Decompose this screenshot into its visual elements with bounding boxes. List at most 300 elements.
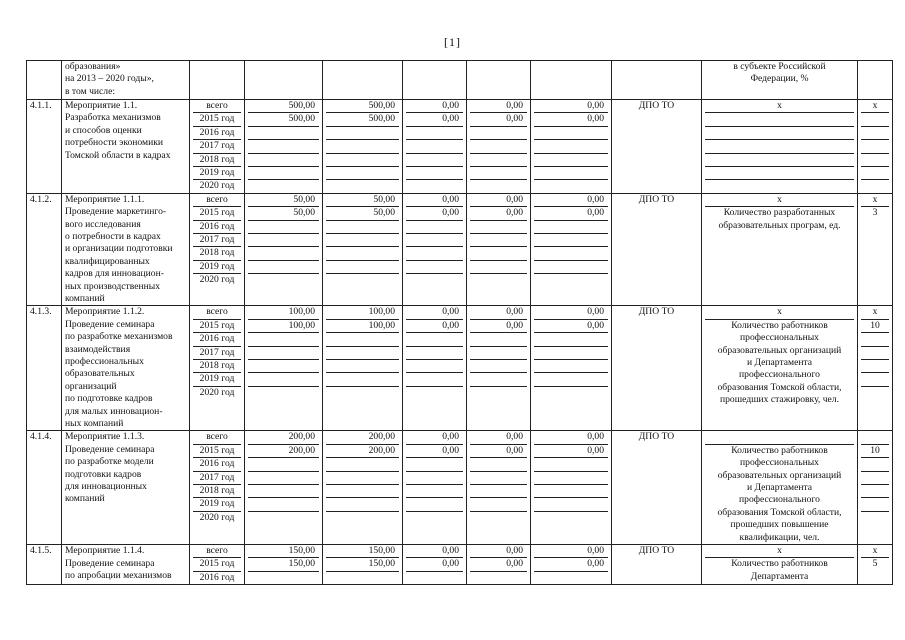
year-label: 2020 год — [193, 386, 241, 399]
indicator-value-column — [858, 193, 893, 306]
indicator-description-line: профессионального — [739, 494, 820, 506]
name-line: на 2013 – 2020 годы», — [65, 73, 154, 85]
local-amount — [470, 457, 527, 470]
federal-amount — [326, 126, 399, 139]
local-amount — [470, 166, 527, 179]
year-label: всего — [206, 306, 228, 318]
total-amount — [248, 246, 319, 259]
federal-amount — [326, 220, 399, 233]
activity-row — [27, 306, 893, 431]
federal-amount — [326, 372, 399, 385]
activity-name-line: компаний — [65, 493, 105, 505]
regional-amount — [406, 233, 463, 246]
activity-row — [27, 193, 893, 306]
indicator-description — [705, 557, 854, 583]
federal-amount — [326, 457, 399, 470]
other-amount — [534, 471, 608, 484]
name-line: в том числе: — [65, 85, 116, 97]
federal-amount: 50,00 — [326, 206, 399, 219]
total-amount — [248, 571, 319, 584]
year-label: 2015 год — [193, 557, 241, 570]
total-cell — [245, 61, 323, 100]
total-amount: 100,00 — [248, 319, 319, 332]
regional-amount: 0,00 — [406, 112, 463, 125]
indicator-value — [861, 126, 889, 139]
activity-name-line: Томской области в кадрах — [65, 149, 171, 161]
other-amount — [534, 332, 608, 345]
year-label: 2019 год — [193, 166, 241, 179]
regional-amount: 0,00 — [442, 193, 459, 205]
indicator-text — [705, 126, 854, 139]
regional-amount — [406, 511, 463, 524]
year-label: 2020 год — [193, 273, 241, 286]
activity-number: 4.1.4. — [27, 431, 62, 545]
local-amount-column — [467, 306, 531, 431]
local-amount — [470, 386, 527, 399]
other-amount — [534, 179, 608, 192]
federal-amount — [326, 260, 399, 273]
indicator-column — [702, 545, 858, 585]
regional-amount — [406, 497, 463, 510]
indicator-value-blank — [861, 484, 889, 497]
regional-amount: 0,00 — [406, 557, 463, 570]
indicator-head-text: х — [777, 545, 782, 557]
indicator-text — [705, 166, 854, 179]
local-amount: 0,00 — [470, 444, 527, 457]
total-amount: 150,00 — [288, 545, 315, 557]
regional-amount — [406, 457, 463, 470]
indicator-description-line: Количество работников — [731, 558, 828, 570]
indicator-head-text: х — [777, 306, 782, 318]
year-column — [190, 431, 245, 545]
total-amount — [248, 497, 319, 510]
indicator-head-value — [861, 431, 889, 443]
indicator-text — [705, 139, 854, 152]
regional-amount: 0,00 — [406, 444, 463, 457]
other-amount — [534, 571, 608, 584]
local-amount: 0,00 — [470, 206, 527, 219]
indicator-line: Федерации, % — [750, 73, 809, 85]
indicator-block-value: 10 — [861, 319, 889, 332]
header-continuation-row — [27, 61, 893, 100]
local-amount — [470, 246, 527, 259]
indicator-description-line: образовательных организаций — [717, 344, 842, 356]
indicator-head-value: х — [872, 193, 878, 205]
indicator-description-line: и Департамента — [746, 357, 813, 368]
federal-amount: 200,00 — [326, 444, 399, 457]
regional-amount — [406, 166, 463, 179]
federal-amount-column — [323, 306, 403, 431]
year-label: 2018 год — [193, 484, 241, 497]
indicator-value-blank — [861, 372, 889, 385]
total-amount — [248, 220, 319, 233]
year-column — [190, 100, 245, 194]
indicator-block-value: 10 — [861, 444, 889, 457]
other-amount: 0,00 — [534, 319, 608, 332]
activity-name-line: Мероприятие 1.1.4. — [65, 545, 145, 557]
other-amount — [534, 273, 608, 286]
other-amount — [534, 359, 608, 372]
indicator-description-line: и Департамента — [746, 482, 813, 494]
regional-amount — [406, 471, 463, 484]
program-name-cell — [62, 61, 190, 100]
regional-amount — [406, 484, 463, 497]
federal-amount: 200,00 — [368, 431, 395, 443]
year-label: 2015 год — [193, 319, 241, 332]
indicator-description-line: прошедших стажировку, чел. — [720, 394, 839, 406]
federal-amount — [326, 346, 399, 359]
other-amount: 0,00 — [587, 100, 604, 111]
page-number: [1] — [444, 35, 461, 49]
executor-cell: ДПО ТО — [612, 100, 702, 194]
activity-number: 4.1.3. — [27, 306, 62, 431]
total-amount — [248, 471, 319, 484]
indicator-head-text — [705, 431, 854, 443]
total-amount: 100,00 — [288, 306, 315, 318]
regional-amount — [406, 273, 463, 286]
total-amount: 200,00 — [248, 444, 319, 457]
year-cell — [190, 61, 245, 100]
federal-amount — [326, 484, 399, 497]
local-amount — [470, 233, 527, 246]
other-amount: 0,00 — [587, 545, 604, 557]
executor-cell — [612, 61, 702, 100]
activity-name-cell — [62, 100, 190, 194]
activity-row — [27, 545, 893, 585]
regional-amount: 0,00 — [442, 431, 459, 443]
year-label: 2018 год — [193, 246, 241, 259]
federal-amount — [326, 166, 399, 179]
indicator-text — [705, 112, 854, 125]
local-amount — [470, 179, 527, 192]
federal-amount — [326, 179, 399, 192]
total-amount-column — [245, 193, 323, 306]
other-amount — [534, 386, 608, 399]
activity-name-line: для инновационных — [65, 481, 147, 493]
local-amount — [470, 126, 527, 139]
activity-row — [27, 431, 893, 545]
indicator-value-column — [858, 545, 893, 585]
year-label: 2017 год — [193, 346, 241, 359]
other-amount — [534, 484, 608, 497]
local-amount: 0,00 — [470, 112, 527, 125]
local-amount — [470, 139, 527, 152]
regional-amount — [406, 386, 463, 399]
other-amount — [534, 166, 608, 179]
activity-name-line: по подготовке кадров — [65, 393, 153, 405]
year-label: 2017 год — [193, 471, 241, 484]
indicator-column — [702, 306, 858, 431]
total-amount — [248, 332, 319, 345]
indicator-description — [705, 319, 854, 407]
other-amount — [534, 153, 608, 166]
other-amount: 0,00 — [534, 206, 608, 219]
year-label: 2016 год — [193, 457, 241, 470]
other-amount-column — [531, 306, 612, 431]
regional-amount — [406, 139, 463, 152]
indicator-description-line: квалификации, чел. — [739, 531, 820, 543]
indicator-description-line: Количество работников — [731, 444, 828, 456]
year-label: 2017 год — [193, 233, 241, 246]
total-amount — [248, 179, 319, 192]
activity-name-line: организаций — [65, 380, 117, 392]
total-amount-column — [245, 306, 323, 431]
activity-row — [27, 100, 893, 194]
indicator-cell — [702, 61, 858, 100]
federal-amount — [326, 139, 399, 152]
indicator-value-column — [858, 100, 893, 194]
year-label: 2020 год — [193, 179, 241, 192]
activity-name-line: по апробации механизмов — [65, 569, 172, 581]
other-amount-column — [531, 545, 612, 585]
year-label: 2016 год — [193, 220, 241, 233]
indicator-description-line: профессиональных — [740, 457, 819, 469]
year-label: 2016 год — [193, 332, 241, 345]
local-amount — [470, 260, 527, 273]
regional-amount: 0,00 — [442, 306, 459, 318]
indicator-text: х — [777, 100, 782, 111]
federal-amount — [326, 332, 399, 345]
other-amount — [534, 246, 608, 259]
total-amount — [248, 386, 319, 399]
local-amount-column — [467, 100, 531, 194]
total-amount — [248, 233, 319, 246]
regional-amount — [406, 126, 463, 139]
local-amount-column — [467, 545, 531, 585]
year-label: 2015 год — [193, 444, 241, 457]
local-amount: 0,00 — [506, 431, 523, 443]
federal-amount — [326, 233, 399, 246]
other-amount — [534, 346, 608, 359]
year-label: всего — [206, 431, 228, 443]
federal-amount: 500,00 — [368, 100, 395, 111]
indicator-head-text: х — [777, 193, 782, 205]
regional-amount — [406, 332, 463, 345]
year-label: 2019 год — [193, 260, 241, 273]
federal-amount — [326, 246, 399, 259]
local-amount: 0,00 — [506, 306, 523, 318]
indicator-value-blank — [861, 511, 889, 524]
local-amount — [470, 359, 527, 372]
total-amount: 200,00 — [288, 431, 315, 443]
total-amount — [248, 346, 319, 359]
regional-amount — [406, 220, 463, 233]
year-label: всего — [206, 193, 228, 205]
local-amount — [470, 153, 527, 166]
indicator-line: в субъекте Российской — [733, 61, 826, 72]
indicator-description — [705, 206, 854, 232]
year-label: 2019 год — [193, 372, 241, 385]
local-amount — [470, 484, 527, 497]
local-amount: 0,00 — [470, 557, 527, 570]
regional-amount: 0,00 — [406, 319, 463, 332]
local-amount — [470, 471, 527, 484]
total-amount — [248, 372, 319, 385]
year-column — [190, 193, 245, 306]
indicator-value — [861, 153, 889, 166]
year-label: всего — [206, 100, 228, 111]
federal-amount — [326, 386, 399, 399]
federal-amount-column — [323, 100, 403, 194]
indicator-description-line: профессиональных — [740, 332, 819, 344]
indicator-value-blank — [861, 346, 889, 359]
executor-cell: ДПО ТО — [612, 431, 702, 545]
year-label: 2017 год — [193, 139, 241, 152]
local-cell — [467, 61, 531, 100]
regional-amount-column — [403, 193, 467, 306]
indicator-column — [702, 431, 858, 545]
total-amount — [248, 126, 319, 139]
regional-amount: 0,00 — [442, 545, 459, 557]
year-label: 2016 год — [193, 126, 241, 139]
other-amount — [534, 220, 608, 233]
indicator-description-line: образовательных програм, ед. — [718, 219, 841, 231]
activity-name-line: для малых инновацион- — [65, 405, 163, 417]
local-amount-column — [467, 193, 531, 306]
total-amount — [248, 359, 319, 372]
executor-cell: ДПО ТО — [612, 306, 702, 431]
regional-amount — [406, 571, 463, 584]
other-amount — [534, 457, 608, 470]
indicator-text — [705, 153, 854, 166]
activity-name-line: Мероприятие 1.1.3. — [65, 431, 145, 443]
activity-name-line: кадров для инновацион- — [65, 268, 164, 280]
federal-amount — [326, 497, 399, 510]
activity-name-line: Проведение семинара — [65, 557, 155, 569]
federal-amount: 50,00 — [373, 193, 395, 205]
other-amount — [534, 260, 608, 273]
local-amount-column — [467, 431, 531, 545]
regional-amount-column — [403, 545, 467, 585]
indicator-description-line: Количество разработанных — [723, 207, 836, 219]
other-amount — [534, 372, 608, 385]
regional-amount — [406, 260, 463, 273]
federal-amount-column — [323, 431, 403, 545]
activity-name-line: и организации подготовки — [65, 243, 173, 255]
other-amount: 0,00 — [534, 557, 608, 570]
total-amount — [248, 511, 319, 524]
year-label: всего — [206, 545, 228, 557]
federal-amount — [326, 359, 399, 372]
indicator-column — [702, 100, 858, 194]
activity-name-line: Проведение семинара — [65, 318, 155, 330]
indicator-block-value: 3 — [861, 206, 889, 219]
other-amount-column — [531, 100, 612, 194]
local-amount: 0,00 — [506, 100, 523, 111]
other-amount: 0,00 — [587, 431, 604, 443]
indicator-value — [861, 139, 889, 152]
total-amount — [248, 139, 319, 152]
activity-name-line: Мероприятие 1.1.1. — [65, 193, 145, 205]
program-activities-table — [26, 60, 893, 585]
total-amount-column — [245, 100, 323, 194]
other-amount — [534, 511, 608, 524]
local-amount — [470, 273, 527, 286]
federal-amount: 150,00 — [326, 557, 399, 570]
executor-cell: ДПО ТО — [612, 545, 702, 585]
year-label: 2018 год — [193, 153, 241, 166]
indicator-description-line: Департамента — [750, 570, 809, 582]
regional-amount: 0,00 — [406, 206, 463, 219]
total-amount — [248, 484, 319, 497]
activity-name-cell — [62, 431, 190, 545]
federal-amount: 100,00 — [326, 319, 399, 332]
regional-amount — [406, 346, 463, 359]
year-label: 2015 год — [193, 112, 241, 125]
indicator-value — [861, 179, 889, 192]
executor-cell: ДПО ТО — [612, 193, 702, 306]
federal-amount: 100,00 — [368, 306, 395, 318]
federal-amount: 500,00 — [326, 112, 399, 125]
regional-cell — [403, 61, 467, 100]
activity-number: 4.1.2. — [27, 193, 62, 306]
total-amount-column — [245, 545, 323, 585]
activity-name-line: и способов оценки — [65, 124, 142, 136]
total-amount — [248, 166, 319, 179]
other-amount: 0,00 — [587, 193, 604, 205]
local-amount: 0,00 — [470, 319, 527, 332]
indicator-value-blank — [861, 471, 889, 484]
total-amount — [248, 457, 319, 470]
federal-amount — [326, 471, 399, 484]
total-amount-column — [245, 431, 323, 545]
activity-name-line: Проведение семинара — [65, 443, 155, 455]
name-line: образования» — [65, 61, 121, 72]
local-amount — [470, 346, 527, 359]
other-cell — [531, 61, 612, 100]
activity-name-cell — [62, 306, 190, 431]
indicator-value — [861, 166, 889, 179]
federal-amount-column — [323, 545, 403, 585]
indicator-head-value: х — [872, 306, 878, 318]
other-amount — [534, 126, 608, 139]
activity-name-line: Разработка механизмов — [65, 112, 161, 124]
indicator-description-line: образования Томской области, — [717, 381, 842, 393]
activity-name-line: подготовки кадров — [65, 468, 142, 480]
local-amount — [470, 220, 527, 233]
federal-amount: 150,00 — [368, 545, 395, 557]
total-amount — [248, 153, 319, 166]
activity-name-line: профессиональных — [65, 356, 144, 368]
activity-name-line: квалифицированных — [65, 255, 150, 267]
indicator-value-blank — [861, 332, 889, 345]
indicator-description-line: Количество работников — [731, 319, 828, 331]
regional-amount — [406, 372, 463, 385]
other-amount — [534, 139, 608, 152]
federal-amount — [326, 571, 399, 584]
year-label: 2020 год — [193, 511, 241, 524]
indicator-description-line: образовательных организаций — [717, 469, 842, 481]
year-column — [190, 545, 245, 585]
indicator-value-blank — [861, 359, 889, 372]
total-amount: 500,00 — [248, 112, 319, 125]
other-amount-column — [531, 431, 612, 545]
indicator-text — [705, 179, 854, 192]
federal-cell — [323, 61, 403, 100]
year-label: 2015 год — [193, 206, 241, 219]
federal-amount — [326, 273, 399, 286]
indicator-value — [861, 112, 889, 125]
federal-amount — [326, 153, 399, 166]
year-column — [190, 306, 245, 431]
activity-name-line: по разработке механизмов — [65, 331, 173, 343]
total-amount: 50,00 — [248, 206, 319, 219]
local-amount — [470, 511, 527, 524]
indicator-description-line: образования Томской области, — [717, 506, 842, 518]
local-amount — [470, 372, 527, 385]
activity-name-line: компаний — [65, 292, 105, 304]
other-amount-column — [531, 193, 612, 306]
